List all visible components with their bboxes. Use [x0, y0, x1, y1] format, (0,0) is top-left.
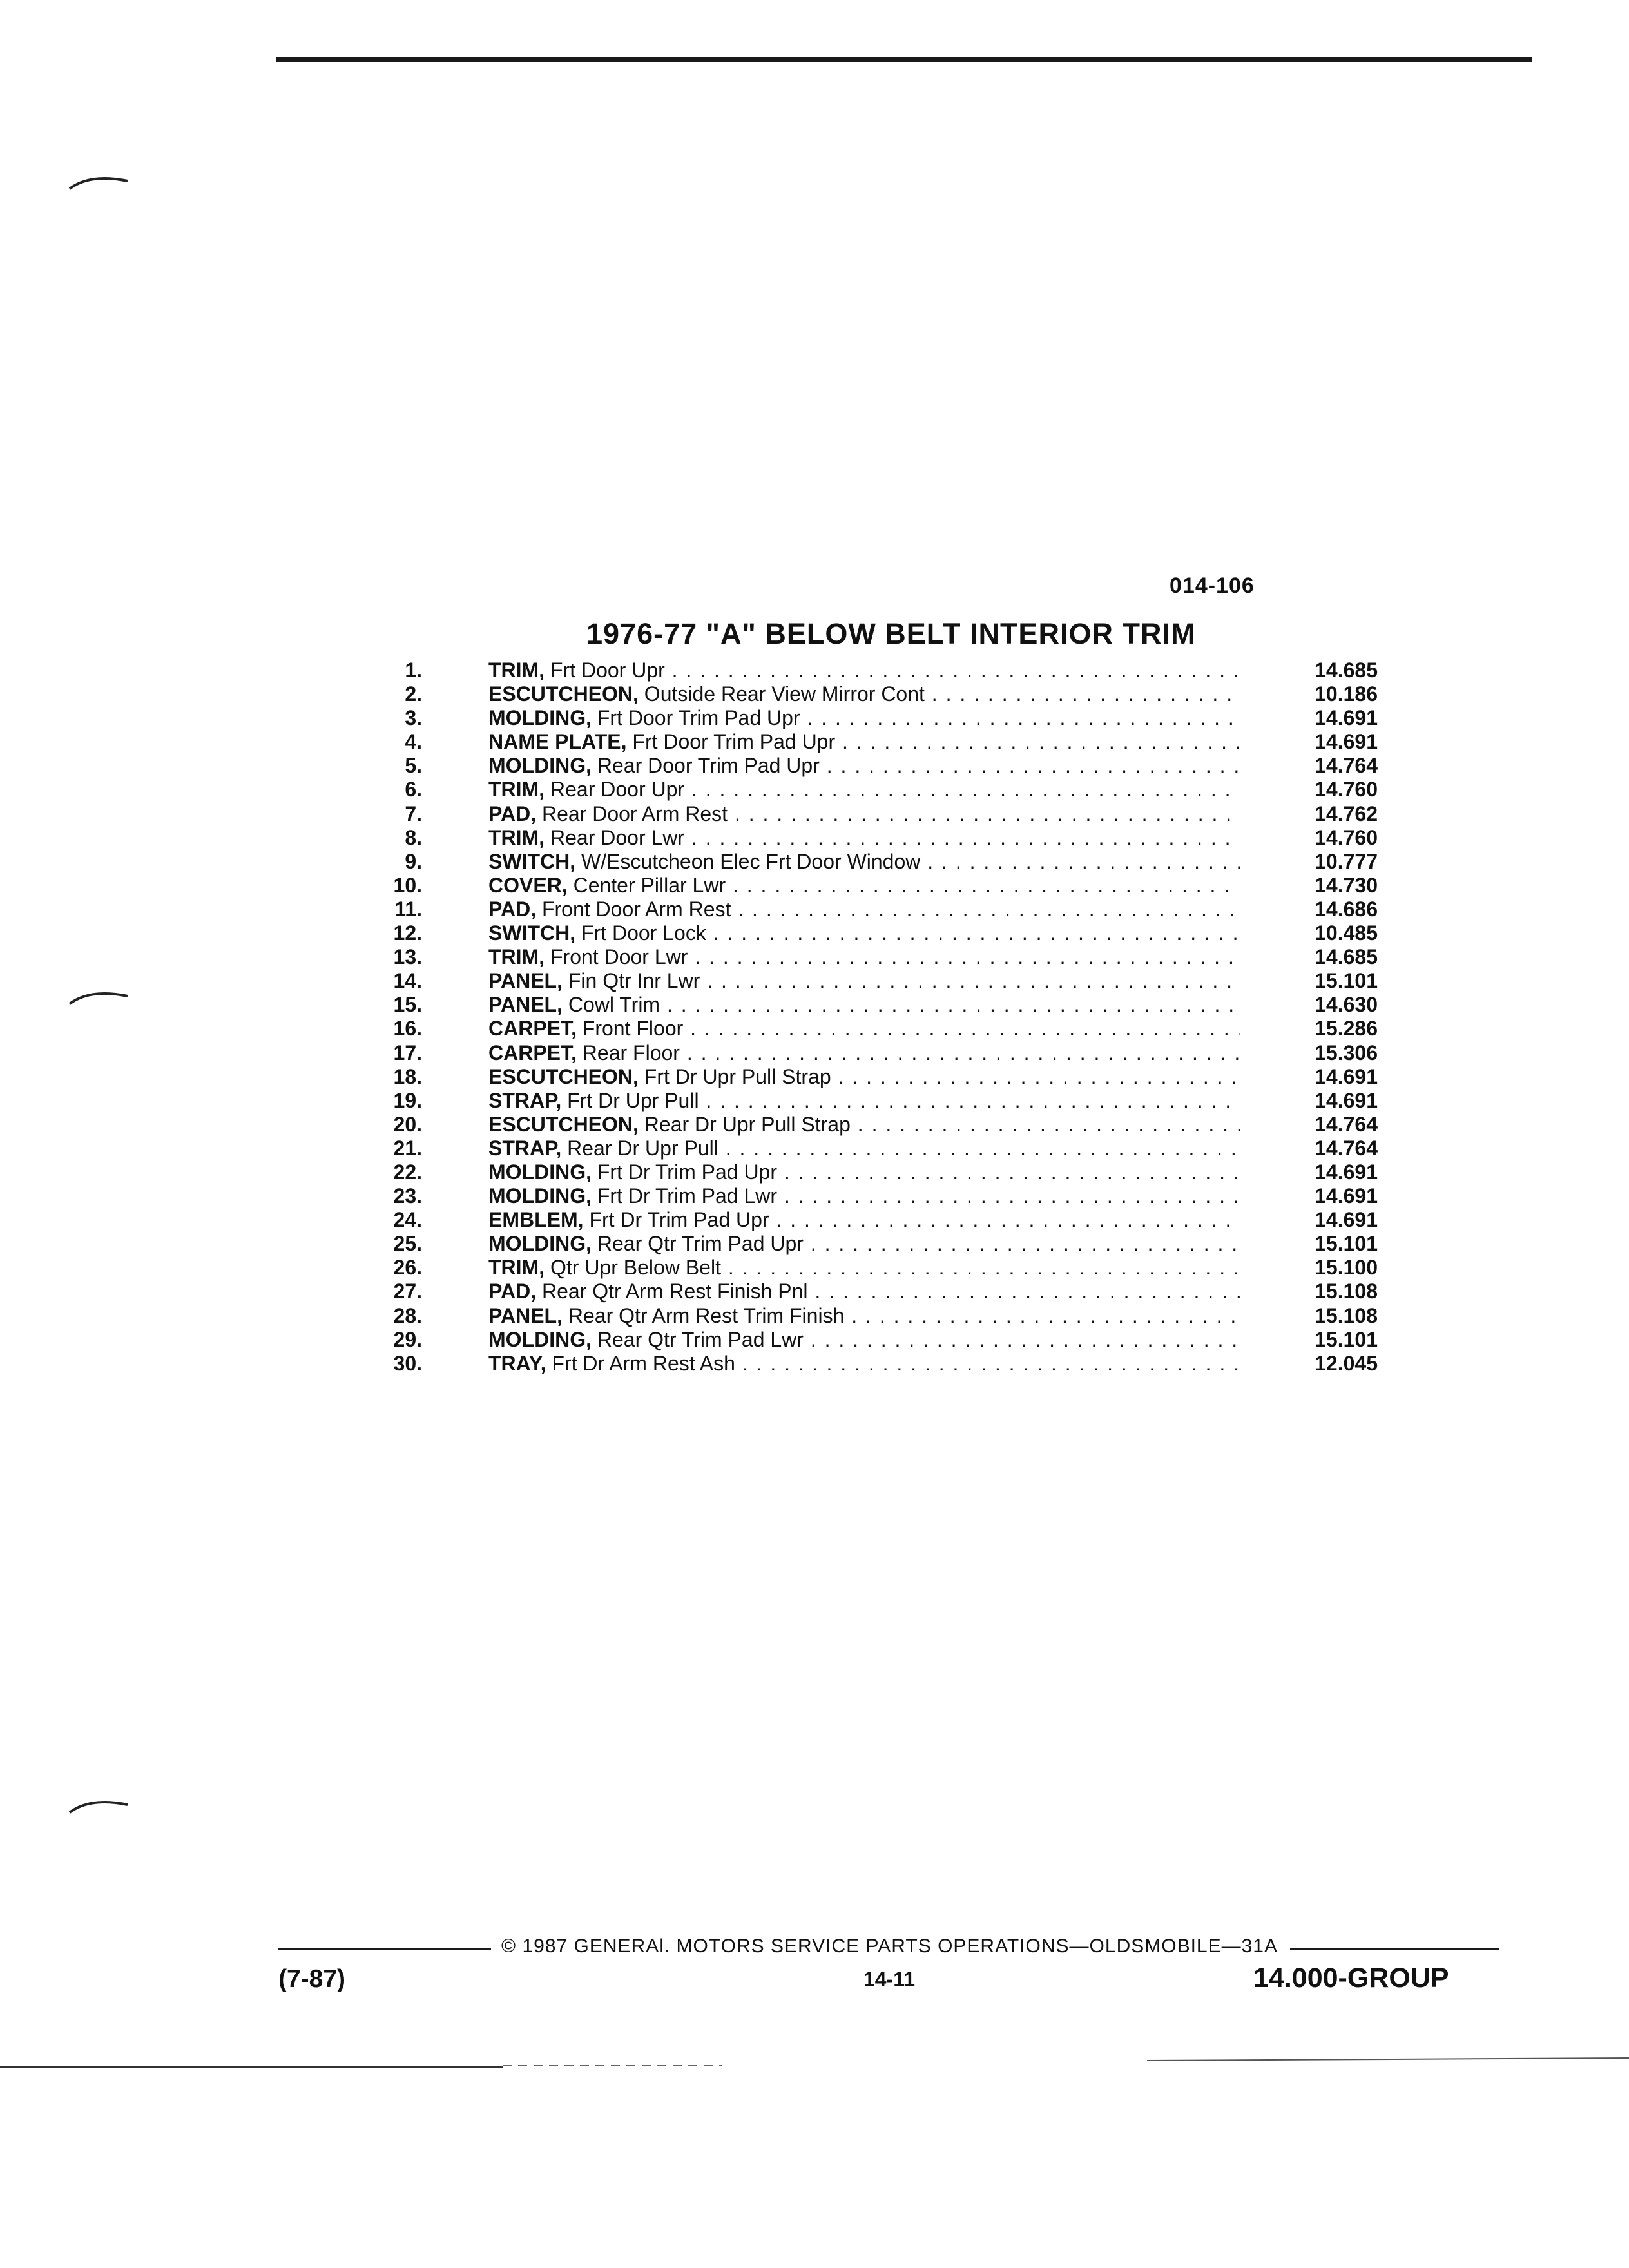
part-reference-number: 15.306 — [1315, 1041, 1378, 1064]
part-row — [361, 945, 1392, 969]
part-row — [361, 706, 1392, 730]
part-number: 27. — [393, 1280, 422, 1303]
part-detail: Rear Qtr Trim Pad Lwr — [597, 1327, 804, 1351]
part-number: 15. — [393, 993, 422, 1017]
part-reference-number: 14.764 — [1315, 754, 1378, 778]
part-description — [488, 1208, 1240, 1232]
part-row — [361, 874, 1392, 898]
part-detail: Rear Qtr Arm Rest Finish Pnl — [541, 1280, 808, 1303]
part-name: EMBLEM, — [488, 1208, 584, 1232]
part-description — [488, 945, 1240, 969]
part-reference-number: 14.630 — [1315, 993, 1378, 1017]
part-detail: Frt Dr Trim Pad Upr — [589, 1208, 769, 1232]
part-number: 17. — [393, 1041, 422, 1064]
part-name: MOLDING, — [488, 1327, 592, 1351]
part-name: CARPET, — [488, 1041, 577, 1064]
illustration-code: 014-106 — [1170, 573, 1255, 598]
part-number: 21. — [393, 1136, 422, 1160]
part-description — [488, 1017, 1240, 1041]
part-number: 14. — [393, 969, 422, 993]
part-number: 8. — [405, 825, 422, 849]
part-row — [361, 1065, 1392, 1089]
part-detail: Rear Dr Upr Pull — [567, 1136, 718, 1160]
part-number: 22. — [393, 1160, 422, 1184]
part-detail: Center Pillar Lwr — [573, 873, 726, 897]
part-number: 30. — [393, 1351, 422, 1375]
part-name: PAD, — [488, 802, 537, 825]
part-row — [361, 921, 1392, 945]
part-row — [361, 1041, 1392, 1065]
part-reference-number: 14.691 — [1315, 1160, 1378, 1184]
part-number: 2. — [405, 682, 422, 706]
part-row — [361, 1184, 1392, 1208]
part-description — [488, 1280, 1240, 1303]
part-row — [361, 730, 1392, 754]
part-description — [488, 706, 1240, 730]
part-reference-number: 14.691 — [1315, 730, 1378, 754]
part-detail: Rear Qtr Trim Pad Upr — [597, 1232, 804, 1256]
part-number: 3. — [405, 706, 422, 730]
part-description — [488, 921, 1240, 945]
part-number: 11. — [394, 897, 422, 921]
part-row — [361, 1328, 1392, 1352]
part-number: 6. — [405, 778, 422, 802]
part-name: TRIM, — [488, 1256, 545, 1280]
part-row — [361, 850, 1392, 874]
part-detail: Rear Door Trim Pad Upr — [597, 754, 820, 778]
part-row — [361, 1089, 1392, 1113]
part-reference-number: 15.101 — [1315, 969, 1378, 993]
part-row — [361, 1280, 1392, 1303]
part-detail: Fin Qtr Inr Lwr — [568, 969, 700, 993]
part-number: 24. — [393, 1208, 422, 1232]
part-detail: Frt Door Upr — [550, 658, 665, 682]
part-row — [361, 826, 1392, 850]
part-description — [488, 1328, 1240, 1352]
part-number: 7. — [405, 802, 422, 825]
part-name: PAD, — [488, 897, 537, 921]
part-description — [488, 730, 1240, 754]
part-reference-number: 14.691 — [1315, 706, 1378, 730]
part-name: TRIM, — [488, 658, 545, 682]
part-reference-number: 10.485 — [1315, 921, 1378, 945]
part-name: STRAP, — [488, 1136, 562, 1160]
part-detail: Frt Door Lock — [581, 921, 706, 945]
binder-hole-mark-middle — [64, 986, 135, 1024]
scan-edge-line — [0, 2055, 1629, 2075]
footer-rule-left — [278, 1948, 491, 1950]
part-number: 20. — [393, 1112, 422, 1136]
part-detail: Front Door Lwr — [550, 945, 688, 969]
part-reference-number: 12.045 — [1315, 1351, 1378, 1375]
part-row — [361, 682, 1392, 706]
part-row — [361, 1113, 1392, 1137]
part-row — [361, 754, 1392, 778]
part-reference-number: 14.762 — [1315, 802, 1378, 825]
part-number: 19. — [393, 1088, 422, 1112]
part-description — [488, 874, 1240, 898]
part-reference-number: 14.760 — [1315, 825, 1378, 849]
part-name: TRIM, — [488, 778, 545, 802]
part-number: 26. — [393, 1256, 422, 1280]
part-reference-number: 14.685 — [1315, 945, 1378, 969]
part-name: TRIM, — [488, 945, 545, 969]
part-description — [488, 1304, 1240, 1328]
part-reference-number: 15.108 — [1315, 1303, 1378, 1327]
part-number: 28. — [393, 1303, 422, 1327]
part-reference-number: 15.286 — [1315, 1017, 1378, 1041]
part-description — [488, 754, 1240, 778]
part-reference-number: 15.108 — [1315, 1280, 1378, 1303]
part-description — [488, 1041, 1240, 1065]
part-description — [488, 1232, 1240, 1256]
part-number: 18. — [393, 1064, 422, 1088]
part-description — [488, 1352, 1240, 1376]
part-row — [361, 1232, 1392, 1256]
footer-rule-right — [1290, 1948, 1499, 1950]
part-detail: Rear Dr Upr Pull Strap — [644, 1112, 851, 1136]
part-description — [488, 658, 1240, 682]
part-name: PANEL, — [488, 1303, 563, 1327]
part-row — [361, 969, 1392, 993]
part-row — [361, 898, 1392, 921]
part-number: 12. — [393, 921, 422, 945]
part-detail: Outside Rear View Mirror Cont — [644, 682, 925, 706]
part-row — [361, 1208, 1392, 1232]
part-detail: Rear Door Lwr — [550, 825, 685, 849]
part-reference-number: 14.730 — [1315, 873, 1378, 897]
part-name: PANEL, — [488, 969, 563, 993]
part-row — [361, 1352, 1392, 1376]
part-row — [361, 1304, 1392, 1328]
part-reference-number: 10.186 — [1315, 682, 1378, 706]
part-name: PAD, — [488, 1280, 537, 1303]
group-label: 14.000-GROUP — [1253, 1963, 1449, 1994]
part-name: MOLDING, — [488, 706, 592, 730]
part-detail: Cowl Trim — [568, 993, 660, 1017]
part-number: 29. — [393, 1327, 422, 1351]
part-description — [488, 1256, 1240, 1280]
part-description — [488, 778, 1240, 802]
top-rule — [276, 57, 1532, 62]
part-description — [488, 1065, 1240, 1089]
parts-list — [361, 658, 1392, 1376]
part-row — [361, 1017, 1392, 1041]
part-description — [488, 1113, 1240, 1137]
part-detail: W/Escutcheon Elec Frt Door Window — [581, 849, 921, 873]
part-reference-number: 14.691 — [1315, 1064, 1378, 1088]
part-name: SWITCH, — [488, 849, 576, 873]
part-name: MOLDING, — [488, 1184, 592, 1208]
part-name: STRAP, — [488, 1088, 562, 1112]
part-row — [361, 1160, 1392, 1184]
part-detail: Frt Dr Upr Pull Strap — [644, 1064, 831, 1088]
part-row — [361, 1256, 1392, 1280]
part-description — [488, 802, 1240, 826]
part-description — [488, 682, 1240, 706]
binder-hole-mark-top — [64, 171, 135, 209]
part-row — [361, 1137, 1392, 1160]
part-name: TRIM, — [488, 825, 545, 849]
part-reference-number: 14.764 — [1315, 1136, 1378, 1160]
part-reference-number: 14.760 — [1315, 778, 1378, 802]
part-detail: Frt Dr Arm Rest Ash — [552, 1351, 735, 1375]
part-row — [361, 802, 1392, 826]
part-detail: Qtr Upr Below Belt — [550, 1256, 721, 1280]
part-description — [488, 898, 1240, 921]
part-reference-number: 14.691 — [1315, 1208, 1378, 1232]
part-name: ESCUTCHEON, — [488, 1112, 639, 1136]
part-name: COVER, — [488, 873, 568, 897]
part-detail: Frt Dr Trim Pad Upr — [597, 1160, 777, 1184]
part-name: NAME PLATE, — [488, 730, 627, 754]
revision-date: (7-87) — [278, 1965, 346, 1993]
part-reference-number: 14.764 — [1315, 1112, 1378, 1136]
page-title: 1976-77 "A" BELOW BELT INTERIOR TRIM — [586, 617, 1196, 650]
part-name: ESCUTCHEON, — [488, 682, 639, 706]
part-name: MOLDING, — [488, 754, 592, 778]
page-number: 14-11 — [863, 1968, 916, 1991]
part-description — [488, 1160, 1240, 1184]
part-reference-number: 14.691 — [1315, 1088, 1378, 1112]
part-name: ESCUTCHEON, — [488, 1064, 639, 1088]
part-number: 5. — [405, 754, 422, 778]
part-number: 25. — [393, 1232, 422, 1256]
part-reference-number: 10.777 — [1315, 849, 1378, 873]
part-number: 16. — [393, 1017, 422, 1041]
part-description — [488, 969, 1240, 993]
part-reference-number: 14.691 — [1315, 1184, 1378, 1208]
part-reference-number: 15.101 — [1315, 1232, 1378, 1256]
part-description — [488, 993, 1240, 1017]
part-description — [488, 1089, 1240, 1113]
part-detail: Frt Door Trim Pad Upr — [597, 706, 800, 730]
part-name: TRAY, — [488, 1351, 546, 1375]
part-name: MOLDING, — [488, 1160, 592, 1184]
part-number: 10. — [393, 873, 422, 897]
binder-hole-mark-bottom — [64, 1794, 135, 1833]
part-detail: Frt Dr Trim Pad Lwr — [597, 1184, 777, 1208]
part-detail: Rear Door Arm Rest — [541, 802, 728, 825]
part-name: CARPET, — [488, 1017, 577, 1041]
part-detail: Frt Door Trim Pad Upr — [632, 730, 836, 754]
part-reference-number: 14.685 — [1315, 658, 1378, 682]
part-description — [488, 1137, 1240, 1160]
part-reference-number: 14.686 — [1315, 897, 1378, 921]
part-detail: Front Floor — [582, 1017, 684, 1041]
part-reference-number: 15.100 — [1315, 1256, 1378, 1280]
copyright-notice: © 1987 GENERAl. MOTORS SERVICE PARTS OPERATIONS—OLDSMOBILE—31A — [501, 1936, 1278, 1957]
part-detail: Front Door Arm Rest — [541, 897, 731, 921]
part-detail: Frt Dr Upr Pull — [567, 1088, 699, 1112]
part-detail: Rear Floor — [582, 1041, 680, 1064]
part-reference-number: 15.101 — [1315, 1327, 1378, 1351]
part-number: 4. — [405, 730, 422, 754]
part-row — [361, 778, 1392, 802]
part-row — [361, 658, 1392, 682]
part-number: 9. — [405, 849, 422, 873]
part-description — [488, 850, 1240, 874]
part-detail: Rear Qtr Arm Rest Trim Finish — [568, 1303, 845, 1327]
part-description — [488, 1184, 1240, 1208]
part-name: MOLDING, — [488, 1232, 592, 1256]
part-row — [361, 993, 1392, 1017]
part-name: PANEL, — [488, 993, 563, 1017]
part-number: 1. — [405, 658, 422, 682]
part-number: 13. — [393, 945, 422, 969]
part-number: 23. — [393, 1184, 422, 1208]
part-detail: Rear Door Upr — [550, 778, 685, 802]
part-description — [488, 826, 1240, 850]
part-name: SWITCH, — [488, 921, 576, 945]
